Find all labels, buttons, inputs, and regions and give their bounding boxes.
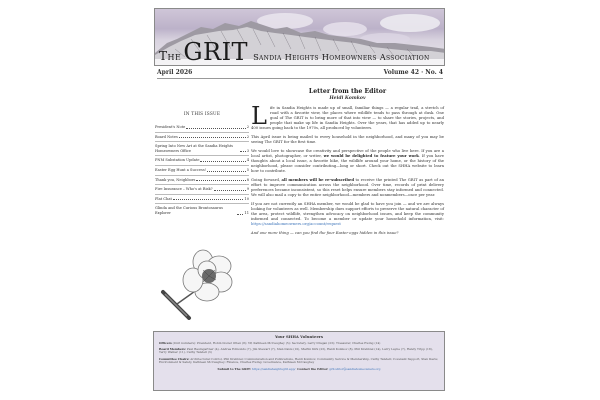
- article-paragraph: Going forward, all members will be re-subscribed to receive the printed The GRIT as part of an effort to improve communication across the neighborhood. Over time, records of print delivery preferences became inconsistent, so this reset helps ensure members stay informed and connected. We will also mail a copy to the entire neighborhood—members and nonmembers—once per year.: [251, 176, 444, 197]
- masthead-title: [159, 38, 442, 66]
- contact-editor-link[interactable]: gritoditor@sandiahomeowners.org: [329, 366, 381, 371]
- toc-item[interactable]: Plat Chat 10: [155, 195, 249, 205]
- toc-item[interactable]: Easter Egg Hunt a Success! 5: [155, 166, 249, 176]
- officers-list: Officers (Unit numbers): President, Robin Dozier Otten (8); VP, Kathleen McCaughey (5); Secretary, Larry Dragan (23); Treasurer, Charles Ewing (14): [159, 340, 381, 345]
- toc-item[interactable]: Board Notes 2: [155, 133, 249, 143]
- committee-chairs-list: Committee Chairs: Architectural Control, Phil Krehbiel; Communication and Publications, Heidi Komkov; Community Service & Membership, Cathy Tandell; Covenant Support, Stan Davis; Environment & Safety, Kathleen McCaughey; Finance, Charles Ewing; Governance, Kathleen McCaughey: [159, 356, 438, 365]
- volunteers-title: Your SHHA Volunteers: [275, 334, 323, 339]
- toc-title: IN THIS ISSUE: [183, 112, 221, 117]
- masthead-banner: [154, 8, 445, 66]
- toc-item[interactable]: Glinda and the Curious Brontosaurus Explorer 11: [155, 206, 249, 215]
- flower-illustration: [159, 240, 239, 320]
- editor-letter: [251, 88, 444, 240]
- table-of-contents: [155, 112, 249, 218]
- drop-cap: L: [251, 101, 267, 130]
- issue-date: April 2026: [157, 69, 193, 76]
- toc-item[interactable]: Thank you, Neighbors 8: [155, 176, 249, 186]
- newsletter-page: [153, 0, 446, 400]
- issue-volume: Volume 42 · No. 4: [383, 69, 443, 76]
- article-paragraph: We would love to showcase the creativity and perspective of the people who live here. If you are a local artist, photographer, or writer, we would be delighted to feature your work. If you have thoughts about a local issue, a favorite hike, the wildlife around your home, or the history of the neighborhood, please consider contributing—long or short. Check out the SHHA website to learn how to contribute.: [251, 149, 444, 173]
- masthead-the: The: [159, 49, 182, 63]
- membership-link[interactable]: https://sandiahomeowners.org/account/request: [251, 221, 341, 226]
- toc-item[interactable]: Fire Insurance – Who's at Risk? 9: [155, 185, 249, 195]
- volunteers-box: [153, 331, 445, 391]
- submission-info: Submit to The GRIT: https://sandiaheightsgrit.app/ Contact the Editor: gritoditor@sandiahomeowners.org: [217, 366, 381, 371]
- toc-item[interactable]: PNM Substation Update 4: [155, 156, 249, 166]
- masthead-association: Sandia Heights Homeowners Association: [253, 52, 430, 62]
- article-paragraph: This April issue is being mailed to every household in the neighborhood, and many of you may be seeing The GRIT for the first time.: [251, 134, 444, 144]
- submit-link[interactable]: https://sandiaheightsgrit.app/: [251, 366, 296, 371]
- board-members-list: Board Members: Paul Baumgartner (4), Andrea Edmonds (7), Jim Stewart (7), Stan Davis (10), Martin Kirk (23), Heidi Komkov (8), Phil Krehbiel (14), Larry Layne (7), Randy Tripp (18), Terry Walker (11), Cathy Tandell (3): [159, 346, 433, 355]
- toc-item[interactable]: Spring Into New Art at the Sandia Heights Homeowners Office 3: [155, 142, 249, 156]
- issue-info-bar: [157, 69, 443, 79]
- article-author: Heidi Komkov: [329, 96, 366, 101]
- article-paragraph: Life in Sandia Heights is made up of small, familiar things — a regular trail, a stretch of road with a favorite view, the places where wildlife tends to pass through at dusk. One goal of The GRIT is to bring more of that into view — to share the stories, projects, and people that make up life in Sandia Heights. Over the years, that has added up to nearly 400 issues going back to the 1970s, all produced by volunteers.: [251, 101, 444, 130]
- masthead-grit: GRIT: [183, 38, 249, 66]
- article-paragraph: If you are not currently an SHHA member, we would be glad to have you join — and we are always looking for volunteers as well. Membership dues support efforts to preserve the natural character of the area, protect wildlife, strengthen advocacy on neighborhood issues, and keep the community informed and connected. To become a member or update your household information, visit: https://sandiahomeowners.org/account/request: [251, 201, 444, 226]
- article-closing: And one more thing — can you find the four Easter eggs hidden in this issue?: [251, 230, 399, 235]
- article-title: Letter from the Editor: [308, 88, 387, 95]
- toc-item[interactable]: President's Note 2: [155, 123, 249, 133]
